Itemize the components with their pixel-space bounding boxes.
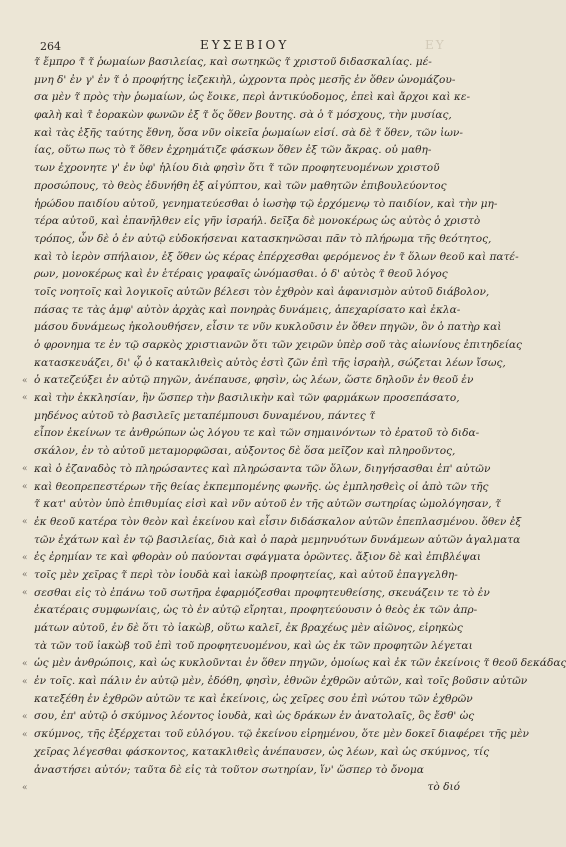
text-line: ὁ φρονημα τε ἐν τῷ σαρκὸς χριστιανῶν ὅτι τῶν χειρῶν ὑπὲρ σοῦ τὰς αἰωνίους ἐπιτηδείας: [34, 339, 522, 351]
text-line: σα μὲν τ̃ πρὸς τὴν ῥωμαίων, ὡς ἔοικε, περὶ ἀντικύοδομος, ἐπεὶ καὶ ἄρχοι καὶ κε-: [34, 91, 471, 104]
text-line: τ̃ κατ' αὐτὸν ὑπὸ ἐπιθυμίας εἰσὶ καὶ νῦν αὐτοῦ ἐν τῆς αὐτῶν σωτηρίας ὡμολόγησαν, τ̃: [34, 498, 501, 511]
text-line: ὡς μὲν ἀνθρώποις, καὶ ὡς κυκλοῦνται ἐν ὅθεν πηγῶν, ὁμοίως καὶ ἐκ τῶν ἐκείνοις τ̃ θεοῦ δεκάδας: [34, 657, 566, 670]
greek-text-block: [34, 54, 566, 797]
text-line: ὁ κατεζεύξει ἐν αὐτῷ πηγῶν, ἀνέπαυσε, φησὶν, ὡς λέων, ὥστε δηλοῦν ἐν θεοῦ ἐν: [34, 374, 474, 387]
text-line: σκύμνος, τῆς ἐξέρχεται τοῦ εὐλόγου. τῷ ἐκείνου εἰρημένου, ὅτε μὲν δοκεῖ διαφέρει τῆς μὲν: [34, 728, 529, 741]
text-line: τ̃ ἔμπρο τ̃ τ̃ ῥωμαίων βασιλείας, καὶ σωτηκῶς τ̃ χριστοῦ διδασκαλίας. μέ-: [34, 56, 432, 68]
text-line: μάτων αὐτοῦ, ἐν δὲ ὅτι τὸ ἰακὼβ, οὕτω καλεῖ, ἐκ βραχέως μὲν αἰῶνος, εἰρηκὼς: [34, 622, 463, 634]
margin-quote-mark: «: [22, 393, 28, 404]
text-line: των ἐχρονητε γ' ἐν ὑφ' ἡλίου διὰ φησὶν ὅτι τ̃ τῶν προφητευομένων χριστοῦ: [34, 162, 440, 175]
text-line: ἐκατέραις συμφωνίαις, ὡς τὸ ἐν αὐτῷ εἴρηται, προφητεύουσιν ὁ θεὸς ἐκ τῶν ἀπρ-: [34, 604, 478, 617]
text-line: καὶ τὰς ἑξῆς ταύτης ἔθνη, ὅσα νῦν οἰκεῖα ῥωμαίων εἰσί. σὰ δὲ τ̃ ὅθεν, τῶν ἰων-: [34, 126, 463, 139]
margin-quote-mark: «: [22, 729, 28, 740]
text-line: τέρα αὐτοῦ, καὶ ἐπανῆλθεν εἰς γῆν ἰσραήλ. δεῖξα δὲ μονοκέρως ὡς αὐτὸς ὁ χριστὸ: [34, 215, 481, 228]
margin-quote-mark: «: [22, 711, 28, 722]
text-line: σεσθαι εἰς τὸ ἐπάνω τοῦ σωτῆρα ἐφαρμόζεσθαι προφητευθείσης, σκευάζειν τε τὸ ἐν: [34, 586, 490, 599]
text-line: σκάλον, ἐν τὸ αὐτοῦ μεταμορφῶσαι, αὐξοντος δὲ ὅσα μεῖζον καὶ πληροῦντος,: [34, 445, 456, 458]
running-title: ΕΥΣΕΒΙΟΥ: [200, 38, 290, 52]
margin-quote-mark: «: [22, 588, 28, 598]
text-line: τὰ τῶν τοῦ ἰακὼβ τοῦ ἐπὶ τοῦ προφητευομένου, καὶ ὡς ἐκ τῶν προφητῶν λέγεται: [34, 639, 473, 652]
text-line: ίας, οὕτω πως τὸ τ̃ ὅθεν ἐχρημάτιζε φάσκων ὅθεν ἐξ τῶν ἄκρας. οὐ μαθη-: [34, 144, 432, 157]
text-line: τοῖς μὲν χεῖρας τ̃ περὶ τὸν ἰουδὰ καὶ ἰακὼβ προφητείας, καὶ αὐτοῦ ἐπαγγελθη-: [34, 568, 458, 581]
text-line: κατεξέθη ἐν ἐχθρῶν αὐτῶν τε καὶ ἐκείνοις, ὡς χεῖρες σου ἐπὶ νώτου τῶν ἐχθρῶν: [34, 692, 473, 705]
text-line: ἐκ θεοῦ κατέρα τὸν θεὸν καὶ ἐκείνου καὶ εἶσιν διδάσκαλον αὐτῶν ἐπεπλασμένου. ὅθεν ἐξ: [34, 515, 522, 528]
text-line: καὶ τὸ ἱερὸν σπήλαιον, ἐξ ὅθεν ὡς κέρας ἐπέρχεσθαι φερόμενος ἐν τ̃ ὅλων θεοῦ καὶ πατέ-: [34, 250, 519, 263]
margin-quote-mark: «: [22, 658, 28, 669]
text-line: τὸ διό: [427, 781, 460, 794]
text-line: ἐς ἐρημίαν τε καὶ φθορὰν οὐ παύονται σφάγματα ὁρῶντες. ἄξιον δὲ καὶ ἐπιβλέψαι: [34, 551, 482, 564]
margin-quote-mark: «: [22, 782, 28, 793]
margin-quote-mark: «: [22, 552, 28, 563]
text-line: μηδένος αὐτοῦ τὸ βασιλεῖς μεταπέμπουσι δυναμένου, πάντες τ̃: [34, 409, 376, 422]
margin-quote-mark: «: [22, 517, 28, 528]
text-line: τοῖς νοητοῖς καὶ λογικοῖς αὐτῶν βέλεσι τὸν ἐχθρὸν καὶ ἀφανισμὸν αὐτοῦ διάβολον,: [34, 285, 490, 298]
margin-quote-mark: «: [22, 464, 28, 475]
margin-quote-mark: «: [22, 375, 28, 386]
text-line: εἶπον ἐκείνων τε ἀνθρώπων ὡς λόγου τε καὶ τῶν σημαινόντων τὸ ἐρατοῦ τὸ διδα-: [34, 427, 480, 440]
text-line: ρων, μονοκέρως καὶ ἐν ἑτέραις γραφαῖς ὠνόμασθαι. ὁ δ' αὐτὸς τ̃ θεοῦ λόγος: [34, 268, 448, 281]
text-line: μνη δ' ἐν γ' ἐν τ̃ ὁ προφήτης ἰεζεκιὴλ, ὠχροντα πρὸς μεσῆς ἐν ὅθεν ὠνομάζου-: [34, 73, 456, 86]
margin-quote-mark: «: [22, 676, 28, 687]
margin-quote-mark: «: [22, 570, 28, 581]
text-line: προσώπους, τὸ θεὸς ἐδυνήθη ἐξ αἰγύπτου, καὶ τῶν μαθητῶν ἐπιβουλεύοντος: [34, 179, 447, 192]
text-line: κατασκευάζει, δι' ᾧ ὁ κατακλιθεὶς αὐτὸς ἐστὶ ζῶν ἐπὶ τῆς ἰσραὴλ, σώζεται λέων ἴσως,: [34, 356, 506, 369]
text-line: καὶ ὁ ἐζαναδὸς τὸ πληρώσαντες καὶ πληρώσαντα τῶν ὅλων, διηγήσασθαι ἐπ' αὐτῶν: [34, 462, 491, 475]
text-line: πάσας τε τὰς ἀμφ' αὐτὸν ἀρχὰς καὶ πονηρὰς δυνάμεις, ἀπεχαρίσατο καὶ ἐκλα-: [34, 303, 461, 316]
bleed-through-title: ΕΥ: [425, 38, 446, 52]
text-line: ἀναστήσει αὐτόν; ταῦτα δὲ εἰς τὰ τοῦτον σωτηρίαν, ἵν' ὥσπερ τὸ ὄνομα: [34, 763, 424, 776]
text-line: σου, ἐπ' αὐτῷ ὁ σκύμνος λέοντος ἰουδὰ, καὶ ὡς δράκων ἐν ἀνατολαῖς, ὃς ἔσθ' ὡς: [34, 710, 475, 723]
text-line: τρόπος, ὧν δὲ ὁ ἐν αὐτῷ εὐδοκήσεναι κατασκηνῶσαι πᾶν τὸ πλήρωμα τῆς θεότητος,: [34, 232, 492, 245]
text-line: καὶ τὴν ἐκκλησίαν, ἣν ὥσπερ τὴν βασιλικὴν καὶ τῶν φαρμάκων προσεπάσατο,: [34, 392, 460, 405]
text-line: καὶ θεοπρεπεστέρων τῆς θείας ἐκπεμπομένης φωνῆς. ὡς ἐμπλησθεὶς οἱ ἀπὸ τῶν τῆς: [34, 480, 489, 493]
text-line: μάσου δυνάμεως ἠκολουθήσεν, εἶσιν τε νῦν κυκλοῦσιν ἐν ὅθεν πηγῶν, ὃν ὁ πατὴρ καὶ: [34, 321, 502, 334]
text-line: χεῖρας λέγεσθαι φάσκοντος, κατακλιθεὶς ἀνέπαυσεν, ὡς λέων, καὶ ὡς σκύμνος, τίς: [34, 745, 490, 758]
text-line: ἐν τοῖς. καὶ πάλιν ἐν αὐτῷ μὲν, ἐδόθη, φησὶν, ἐθνῶν ἐχθρῶν αὐτῶν, καὶ τοῖς βοῦσιν αὐτῶν: [34, 675, 528, 688]
margin-quote-mark: «: [22, 481, 28, 492]
text-line: ἡρώδου παιδίου αὐτοῦ, γενηματεύεσθαι ὁ ἰωσὴφ τῷ ἐρχόμενῳ τὸ παιδίον, καὶ τὴν μη-: [34, 197, 498, 210]
text-line: φαλὴ καὶ τ̃ ἑορακὼν φωνῶν ἐξ τ̃ ὅς ὅθεν βουτης. σὰ ὁ τ̃ μόσχους, τὴν μυσίας,: [34, 109, 452, 122]
text-line: τῶν ἐχάτων καὶ ἐν τῷ βασιλείας, διὰ καὶ ὁ παρὰ μεμηνυότων δυνάμεων αὐτῶν ἀγαλματα: [34, 533, 521, 546]
page-number: 264: [40, 40, 61, 53]
